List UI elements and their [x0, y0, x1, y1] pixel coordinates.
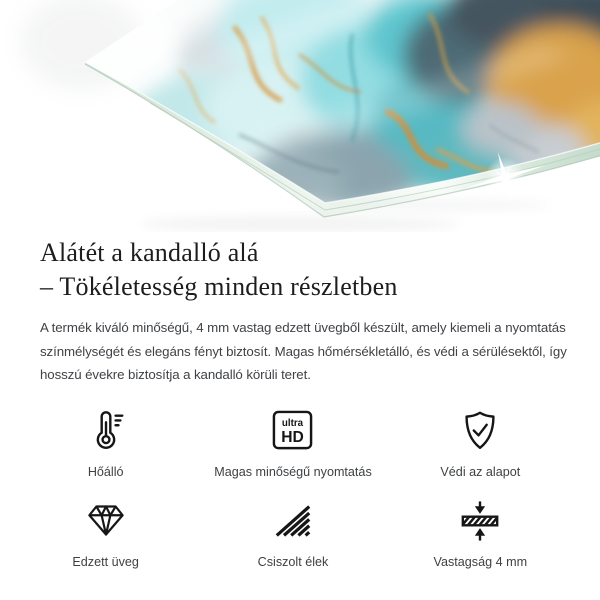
- feature-label: Edzett üveg: [72, 554, 139, 569]
- section-title-line2: – Tökéletesség minden részletben: [40, 272, 398, 301]
- thermometer-icon: [83, 405, 129, 457]
- ultra-hd-badge-bottom: HD: [281, 429, 305, 447]
- ultra-hd-badge-top: ultra: [282, 418, 304, 430]
- shield-check-icon: [457, 405, 503, 457]
- feature-label: Magas minőségű nyomtatás: [214, 464, 372, 479]
- description-line: színmélységét és elegáns fényt biztosít. Magas hőmérsékletálló, és védi a sérülésektől, így: [40, 343, 567, 359]
- section-title: [40, 236, 600, 304]
- thickness-icon: [459, 495, 501, 547]
- section-description: [40, 316, 600, 387]
- feature-label: Védi az alapot: [440, 464, 521, 479]
- feature-thickness-4mm: [387, 495, 574, 569]
- feature-high-quality-print: [199, 405, 386, 479]
- feature-label: Hőálló: [87, 464, 124, 479]
- ultra-hd-icon: [269, 405, 316, 457]
- section-title-line1: Alátét a kandalló alá: [40, 238, 259, 267]
- feature-tempered-glass: [12, 495, 199, 569]
- polished-edges-icon: [273, 495, 313, 547]
- feature-protects-base: [387, 405, 574, 479]
- description-line: A termék kiváló minőségű, 4 mm vastag edzett üvegből készült, amely kiemeli a nyomtatás: [40, 320, 566, 335]
- features-grid: [12, 405, 574, 569]
- feature-label: Vastagság 4 mm: [433, 554, 528, 569]
- description-line: hosszú évekre biztosítja a kandalló körüli teret.: [40, 367, 311, 382]
- product-image: [0, 0, 600, 230]
- diamond-icon: [85, 495, 127, 547]
- feature-polished-edges: [199, 495, 386, 569]
- feature-heat-resistant: [12, 405, 199, 479]
- feature-label: Csiszolt élek: [257, 554, 329, 569]
- glass-panel-art: [0, 0, 600, 232]
